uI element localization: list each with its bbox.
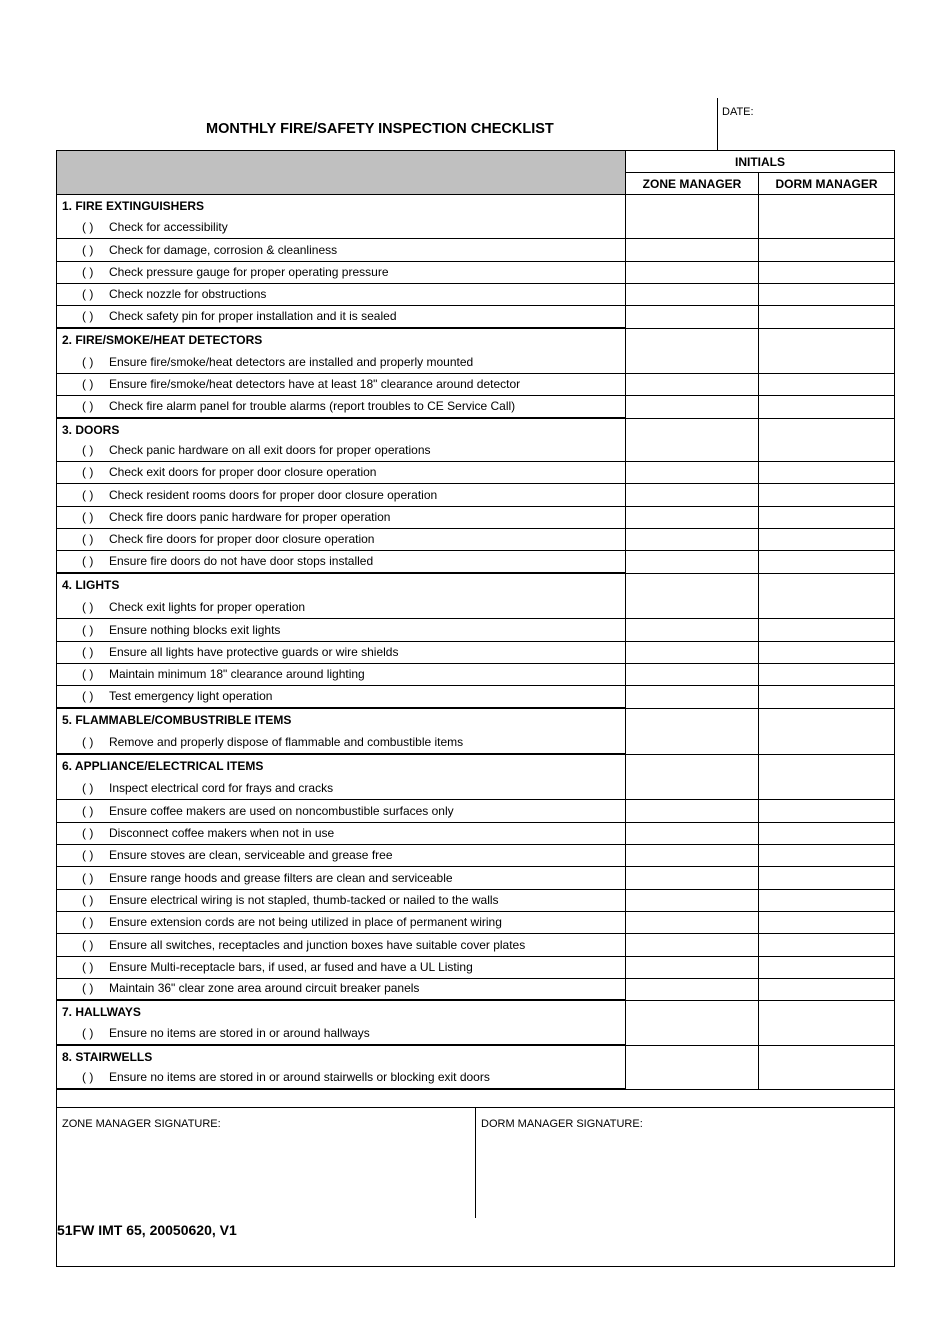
checklist-item-cell bbox=[57, 823, 626, 845]
checklist-item-cell bbox=[57, 529, 626, 551]
checklist-item-cell bbox=[57, 957, 626, 979]
section-heading-cell bbox=[57, 195, 626, 217]
checklist-item bbox=[82, 871, 453, 885]
checklist-item-row bbox=[57, 733, 894, 755]
checkbox[interactable]: ( ) bbox=[82, 532, 94, 547]
checklist-item-row bbox=[57, 440, 894, 462]
checklist-item-cell bbox=[57, 306, 626, 327]
checklist-item-row bbox=[57, 484, 894, 506]
dorm-manager-initials-cell[interactable] bbox=[758, 934, 894, 956]
dorm-manager-initials-cell[interactable] bbox=[758, 597, 894, 619]
dorm-manager-initials-cell[interactable] bbox=[758, 664, 894, 686]
zone-manager-initials-cell[interactable] bbox=[626, 551, 758, 572]
checklist-item-row bbox=[57, 934, 894, 956]
checklist-item-cell bbox=[57, 239, 626, 261]
checklist-item-text: Check for accessibility bbox=[109, 220, 228, 235]
zone-manager-initials-cell[interactable] bbox=[626, 957, 758, 979]
section-heading-row bbox=[57, 329, 894, 352]
checkbox[interactable]: ( ) bbox=[82, 355, 94, 370]
dorm-manager-initials-cell[interactable] bbox=[758, 709, 894, 733]
checklist-item bbox=[82, 848, 393, 862]
checklist-item-cell bbox=[57, 374, 626, 396]
checklist-item-text: Ensure stoves are clean, serviceable and grease free bbox=[109, 848, 393, 863]
dorm-manager-initials-cell[interactable] bbox=[758, 642, 894, 664]
checklist-rows bbox=[57, 195, 894, 1090]
checklist-item bbox=[82, 355, 473, 369]
checklist-item-text: Check nozzle for obstructions bbox=[109, 287, 267, 302]
checklist-item-row bbox=[57, 462, 894, 484]
checklist-item-text: Ensure no items are stored in or around hallways bbox=[109, 1025, 370, 1040]
checklist-item-text: Ensure fire doors do not have door stops installed bbox=[109, 553, 374, 568]
zone-manager-initials-cell[interactable] bbox=[626, 396, 758, 417]
checklist-item-row bbox=[57, 1023, 894, 1045]
checkbox[interactable]: ( ) bbox=[82, 220, 94, 235]
dorm-manager-initials-cell[interactable] bbox=[758, 686, 894, 707]
zone-manager-initials-cell[interactable] bbox=[626, 1046, 758, 1068]
dorm-manager-initials-cell[interactable] bbox=[758, 262, 894, 284]
checkbox[interactable]: ( ) bbox=[82, 398, 94, 413]
checkbox[interactable]: ( ) bbox=[82, 981, 94, 996]
checklist-item-text: Ensure all lights have protective guards or wire shields bbox=[109, 644, 399, 659]
checklist-item bbox=[82, 1026, 370, 1040]
checklist-item-cell bbox=[57, 686, 626, 707]
dorm-manager-initials-cell[interactable] bbox=[758, 800, 894, 822]
section-heading-cell bbox=[57, 1001, 626, 1023]
checkbox[interactable]: ( ) bbox=[82, 308, 94, 323]
zone-manager-initials-cell[interactable] bbox=[626, 329, 758, 352]
zone-manager-initials-cell[interactable] bbox=[626, 217, 758, 239]
signature-divider bbox=[475, 1108, 476, 1218]
zone-manager-initials-cell[interactable] bbox=[626, 462, 758, 484]
checklist-item bbox=[82, 287, 266, 301]
date-field[interactable] bbox=[717, 98, 896, 151]
checklist-item-cell bbox=[57, 845, 626, 867]
section-heading-row bbox=[57, 419, 894, 440]
zone-manager-initials-cell[interactable] bbox=[626, 867, 758, 889]
zone-manager-initials-cell[interactable] bbox=[626, 262, 758, 284]
zone-manager-column-header: ZONE MANAGER bbox=[626, 173, 758, 195]
zone-manager-initials-cell[interactable] bbox=[626, 440, 758, 462]
dorm-manager-initials-cell[interactable] bbox=[758, 890, 894, 912]
checklist-item-row bbox=[57, 890, 894, 912]
checklist-item-cell bbox=[57, 664, 626, 686]
zone-manager-initials-cell[interactable] bbox=[626, 374, 758, 396]
checklist-item bbox=[82, 220, 228, 234]
checklist-item-text: Ensure range hoods and grease filters are clean and serviceable bbox=[109, 870, 453, 885]
checklist-item bbox=[82, 488, 437, 502]
checkbox[interactable]: ( ) bbox=[82, 1025, 94, 1040]
checklist-item-row bbox=[57, 642, 894, 664]
dorm-manager-initials-cell[interactable] bbox=[758, 1023, 894, 1044]
checklist-item-cell bbox=[57, 462, 626, 484]
checkbox[interactable]: ( ) bbox=[82, 937, 94, 952]
zone-manager-initials-cell[interactable] bbox=[626, 823, 758, 845]
checklist-item-text: Ensure Multi-receptacle bars, if used, ar fused and have a UL Listing bbox=[109, 959, 473, 974]
checkbox[interactable]: ( ) bbox=[82, 825, 94, 840]
section-heading-row bbox=[57, 574, 894, 597]
checklist-item-row bbox=[57, 597, 894, 619]
dorm-manager-initials-cell[interactable] bbox=[758, 755, 894, 778]
checklist-item bbox=[82, 600, 305, 614]
checklist-item-text: Ensure no items are stored in or around stairwells or blocking exit doors bbox=[109, 1070, 490, 1084]
checklist-item-text: Ensure all switches, receptacles and junction boxes have suitable cover plates bbox=[109, 937, 526, 952]
form-title: MONTHLY FIRE/SAFETY INSPECTION CHECKLIST bbox=[206, 121, 554, 137]
checklist-item-row bbox=[57, 507, 894, 529]
checklist-item-cell bbox=[57, 484, 626, 506]
section-heading-cell bbox=[57, 574, 626, 597]
checklist-item bbox=[82, 1070, 490, 1084]
checklist-item bbox=[82, 960, 473, 974]
section-heading: 1. FIRE EXTINGUISHERS bbox=[62, 199, 205, 213]
dorm-manager-initials-cell[interactable] bbox=[758, 733, 894, 754]
checklist-item-cell bbox=[57, 217, 626, 239]
checklist-item-row bbox=[57, 867, 894, 889]
checklist-item bbox=[82, 667, 365, 681]
checklist-table bbox=[56, 150, 895, 1267]
zone-manager-initials-cell[interactable] bbox=[626, 733, 758, 754]
checkbox[interactable]: ( ) bbox=[82, 377, 94, 392]
checklist-item-row bbox=[57, 957, 894, 979]
checklist-item-cell bbox=[57, 934, 626, 956]
zone-manager-initials-cell[interactable] bbox=[626, 195, 758, 217]
zone-manager-initials-cell[interactable] bbox=[626, 284, 758, 306]
zone-manager-initials-cell[interactable] bbox=[626, 755, 758, 778]
checklist-item-row bbox=[57, 800, 894, 822]
section-heading: 5. FLAMMABLE/COMBUSTRIBLE ITEMS bbox=[62, 712, 292, 727]
dorm-manager-initials-cell[interactable] bbox=[758, 529, 894, 551]
zone-manager-initials-cell[interactable] bbox=[626, 484, 758, 506]
checklist-item-cell bbox=[57, 262, 626, 284]
checkbox[interactable]: ( ) bbox=[82, 870, 94, 885]
signature-area bbox=[57, 1107, 894, 1267]
zone-manager-initials-cell[interactable] bbox=[626, 778, 758, 800]
section-heading: 6. APPLIANCE/ELECTRICAL ITEMS bbox=[62, 758, 264, 773]
dorm-manager-initials-cell[interactable] bbox=[758, 484, 894, 506]
checklist-item-text: Ensure fire/smoke/heat detectors are installed and properly mounted bbox=[109, 355, 474, 370]
zone-manager-initials-cell[interactable] bbox=[626, 664, 758, 686]
zone-manager-initials-cell[interactable] bbox=[626, 709, 758, 733]
checkbox[interactable]: ( ) bbox=[82, 644, 94, 659]
checkbox[interactable]: ( ) bbox=[82, 1070, 94, 1084]
checklist-item-cell bbox=[57, 890, 626, 912]
dorm-manager-initials-cell[interactable] bbox=[758, 574, 894, 597]
checklist-item-text: Ensure nothing blocks exit lights bbox=[109, 622, 281, 637]
zone-manager-initials-cell[interactable] bbox=[626, 845, 758, 867]
checkbox[interactable]: ( ) bbox=[82, 242, 94, 257]
dorm-manager-initials-cell[interactable] bbox=[758, 1068, 894, 1089]
section-heading-cell bbox=[57, 1046, 626, 1068]
checklist-item bbox=[82, 938, 525, 952]
checklist-item-row bbox=[57, 845, 894, 867]
checkbox[interactable]: ( ) bbox=[82, 781, 94, 796]
checklist-item-row bbox=[57, 686, 894, 708]
section-heading-row bbox=[57, 1001, 894, 1023]
zone-manager-initials-cell[interactable] bbox=[626, 619, 758, 641]
checkbox[interactable]: ( ) bbox=[82, 734, 94, 749]
zone-manager-initials-cell[interactable] bbox=[626, 686, 758, 707]
checklist-item-text: Check pressure gauge for proper operating pressure bbox=[109, 265, 389, 280]
checklist-item-row bbox=[57, 912, 894, 934]
checkbox[interactable]: ( ) bbox=[82, 848, 94, 863]
dorm-manager-signature-label: DORM MANAGER SIGNATURE: bbox=[481, 1118, 643, 1130]
checklist-item-row bbox=[57, 979, 894, 1001]
section-heading-row bbox=[57, 1046, 894, 1068]
dorm-manager-initials-cell[interactable] bbox=[758, 419, 894, 440]
checklist-item-row bbox=[57, 239, 894, 261]
dorm-manager-initials-cell[interactable] bbox=[758, 1001, 894, 1023]
checklist-item-row bbox=[57, 284, 894, 306]
checklist-item-text: Check resident rooms doors for proper door closure operation bbox=[109, 487, 438, 502]
zone-manager-initials-cell[interactable] bbox=[626, 800, 758, 822]
checkbox[interactable]: ( ) bbox=[82, 688, 94, 703]
checklist-item-text: Check fire alarm panel for trouble alarms (report troubles to CE Service Call) bbox=[109, 398, 516, 413]
checkbox[interactable]: ( ) bbox=[82, 915, 94, 930]
section-heading-cell bbox=[57, 419, 626, 440]
dorm-manager-initials-cell[interactable] bbox=[758, 551, 894, 572]
section-heading-row bbox=[57, 755, 894, 778]
checklist-item-cell bbox=[57, 867, 626, 889]
checklist-item-cell bbox=[57, 979, 626, 1000]
checklist-item bbox=[82, 265, 389, 279]
date-label: DATE: bbox=[722, 106, 754, 118]
checklist-item bbox=[82, 510, 390, 524]
section-heading: 4. LIGHTS bbox=[62, 577, 120, 592]
zone-manager-initials-cell[interactable] bbox=[626, 1068, 758, 1089]
checkbox[interactable]: ( ) bbox=[82, 265, 94, 280]
dorm-manager-initials-cell[interactable] bbox=[758, 284, 894, 306]
checklist-item-row bbox=[57, 1068, 894, 1090]
checklist-item-cell bbox=[57, 619, 626, 641]
zone-manager-initials-cell[interactable] bbox=[626, 352, 758, 374]
checkbox[interactable]: ( ) bbox=[82, 892, 94, 907]
section-heading: 7. HALLWAYS bbox=[62, 1005, 141, 1020]
section-heading-cell bbox=[57, 329, 626, 352]
zone-manager-initials-cell[interactable] bbox=[626, 1001, 758, 1023]
checklist-item-text: Remove and properly dispose of flammable and combustible items bbox=[109, 734, 464, 749]
checklist-item-cell bbox=[57, 507, 626, 529]
section-heading: 2. FIRE/SMOKE/HEAT DETECTORS bbox=[62, 332, 263, 347]
dorm-manager-initials-cell[interactable] bbox=[758, 195, 894, 217]
dorm-manager-initials-cell[interactable] bbox=[758, 440, 894, 462]
dorm-manager-initials-cell[interactable] bbox=[758, 239, 894, 261]
checklist-item-row bbox=[57, 551, 894, 573]
checklist-item bbox=[82, 915, 502, 929]
checklist-item-row bbox=[57, 619, 894, 641]
checkbox[interactable]: ( ) bbox=[82, 622, 94, 637]
dorm-manager-initials-cell[interactable] bbox=[758, 352, 894, 374]
checklist-item-cell bbox=[57, 912, 626, 934]
zone-manager-initials-cell[interactable] bbox=[626, 529, 758, 551]
checkbox[interactable]: ( ) bbox=[82, 803, 94, 818]
checklist-item-text: Ensure coffee makers are used on noncombustible surfaces only bbox=[109, 803, 454, 818]
header-blank-cell bbox=[57, 151, 626, 195]
checklist-item bbox=[82, 645, 398, 659]
checklist-item bbox=[82, 781, 333, 795]
checklist-item-text: Check exit lights for proper operation bbox=[109, 600, 306, 615]
checklist-item bbox=[82, 377, 520, 391]
checklist-item bbox=[82, 554, 373, 568]
checklist-item-row bbox=[57, 217, 894, 239]
checklist-item bbox=[82, 443, 431, 457]
dorm-manager-initials-cell[interactable] bbox=[758, 867, 894, 889]
checklist-item bbox=[82, 981, 419, 995]
checklist-item bbox=[82, 893, 499, 907]
checklist-item-text: Check exit doors for proper door closure operation bbox=[109, 465, 377, 480]
checklist-item-row bbox=[57, 352, 894, 374]
checklist-item-cell bbox=[57, 551, 626, 572]
checklist-item-text: Check fire doors panic hardware for proper operation bbox=[109, 510, 391, 525]
checklist-item-row bbox=[57, 396, 894, 418]
dorm-manager-initials-cell[interactable] bbox=[758, 396, 894, 417]
dorm-manager-initials-cell[interactable] bbox=[758, 778, 894, 800]
checkbox[interactable]: ( ) bbox=[82, 553, 94, 568]
dorm-manager-initials-cell[interactable] bbox=[758, 823, 894, 845]
zone-manager-initials-cell[interactable] bbox=[626, 574, 758, 597]
checkbox[interactable]: ( ) bbox=[82, 443, 94, 458]
checklist-item-text: Check panic hardware on all exit doors for proper operations bbox=[109, 443, 431, 458]
zone-manager-signature-label: ZONE MANAGER SIGNATURE: bbox=[62, 1118, 221, 1130]
checklist-item bbox=[82, 532, 374, 546]
dorm-manager-initials-cell[interactable] bbox=[758, 957, 894, 979]
checklist-item-cell bbox=[57, 642, 626, 664]
checklist-item-cell bbox=[57, 597, 626, 619]
checklist-item-row bbox=[57, 306, 894, 328]
checklist-item-text: Ensure extension cords are not being utilized in place of permanent wiring bbox=[109, 915, 502, 930]
initials-header: INITIALS bbox=[626, 151, 894, 173]
dorm-manager-initials-cell[interactable] bbox=[758, 462, 894, 484]
dorm-manager-initials-cell[interactable] bbox=[758, 845, 894, 867]
checklist-item-text: Check safety pin for proper installation and it is sealed bbox=[109, 308, 397, 323]
checkbox[interactable]: ( ) bbox=[82, 667, 94, 682]
zone-manager-initials-cell[interactable] bbox=[626, 597, 758, 619]
checklist-item-text: Maintain minimum 18" clearance around lighting bbox=[109, 667, 365, 682]
checklist-item-text: Ensure fire/smoke/heat detectors have at least 18" clearance around detector bbox=[109, 377, 521, 392]
zone-manager-initials-cell[interactable] bbox=[626, 912, 758, 934]
dorm-manager-initials-cell[interactable] bbox=[758, 1046, 894, 1068]
checklist-item-text: Test emergency light operation bbox=[109, 688, 273, 703]
zone-manager-initials-cell[interactable] bbox=[626, 890, 758, 912]
checkbox[interactable]: ( ) bbox=[82, 510, 94, 525]
form-identifier: 51FW IMT 65, 20050620, V1 bbox=[57, 1222, 237, 1238]
section-heading-row bbox=[57, 709, 894, 733]
checklist-item-cell bbox=[57, 396, 626, 417]
checklist-item bbox=[82, 243, 337, 257]
checklist-item bbox=[82, 826, 334, 840]
checklist-item-cell bbox=[57, 1023, 626, 1044]
checklist-item-text: Check fire doors for proper door closure operation bbox=[109, 532, 375, 547]
dorm-manager-initials-cell[interactable] bbox=[758, 329, 894, 352]
checklist-item-cell bbox=[57, 284, 626, 306]
checklist-item-cell bbox=[57, 440, 626, 462]
checklist-item bbox=[82, 804, 454, 818]
zone-manager-initials-cell[interactable] bbox=[626, 642, 758, 664]
dorm-manager-initials-cell[interactable] bbox=[758, 306, 894, 327]
zone-manager-initials-cell[interactable] bbox=[626, 979, 758, 1000]
section-heading: 8. STAIRWELLS bbox=[62, 1049, 153, 1064]
checkbox[interactable]: ( ) bbox=[82, 600, 94, 615]
dorm-manager-column-header: DORM MANAGER bbox=[758, 173, 894, 195]
checklist-item-cell bbox=[57, 800, 626, 822]
checklist-item bbox=[82, 735, 463, 749]
dorm-manager-initials-cell[interactable] bbox=[758, 979, 894, 1000]
dorm-manager-initials-cell[interactable] bbox=[758, 619, 894, 641]
checklist-item-row bbox=[57, 823, 894, 845]
checklist-item-text: Maintain 36" clear zone area around circuit breaker panels bbox=[109, 981, 420, 996]
checklist-item-cell bbox=[57, 733, 626, 754]
checkbox[interactable]: ( ) bbox=[82, 465, 94, 480]
checklist-item-cell bbox=[57, 352, 626, 374]
checklist-item-cell bbox=[57, 778, 626, 800]
zone-manager-initials-cell[interactable] bbox=[626, 1023, 758, 1044]
checkbox[interactable]: ( ) bbox=[82, 959, 94, 974]
section-heading-cell bbox=[57, 709, 626, 733]
checklist-item bbox=[82, 689, 272, 703]
checklist-item-text: Inspect electrical cord for frays and cracks bbox=[109, 781, 334, 796]
zone-manager-initials-cell[interactable] bbox=[626, 934, 758, 956]
dorm-manager-initials-cell[interactable] bbox=[758, 507, 894, 529]
dorm-manager-initials-cell[interactable] bbox=[758, 374, 894, 396]
zone-manager-initials-cell[interactable] bbox=[626, 507, 758, 529]
section-heading-cell bbox=[57, 755, 626, 778]
dorm-manager-initials-cell[interactable] bbox=[758, 217, 894, 239]
checkbox[interactable]: ( ) bbox=[82, 287, 94, 302]
checklist-item-row bbox=[57, 374, 894, 396]
zone-manager-initials-cell[interactable] bbox=[626, 306, 758, 327]
checkbox[interactable]: ( ) bbox=[82, 487, 94, 502]
checklist-item bbox=[82, 623, 280, 637]
zone-manager-initials-cell[interactable] bbox=[626, 239, 758, 261]
dorm-manager-initials-cell[interactable] bbox=[758, 912, 894, 934]
checklist-item bbox=[82, 465, 376, 479]
checklist-item-text: Check for damage, corrosion & cleanliness bbox=[109, 242, 338, 257]
zone-manager-initials-cell[interactable] bbox=[626, 419, 758, 440]
checklist-item-row bbox=[57, 262, 894, 284]
section-heading-row bbox=[57, 195, 894, 217]
checklist-item bbox=[82, 309, 397, 323]
section-heading: 3. DOORS bbox=[62, 422, 120, 437]
checklist-item-text: Ensure electrical wiring is not stapled, thumb-tacked or nailed to the walls bbox=[109, 892, 499, 907]
checklist-item-text: Disconnect coffee makers when not in use bbox=[109, 825, 335, 840]
checklist-item-row bbox=[57, 778, 894, 800]
checklist-item bbox=[82, 399, 515, 413]
checklist-item-row bbox=[57, 529, 894, 551]
checklist-item-cell bbox=[57, 1068, 626, 1089]
checklist-item-row bbox=[57, 664, 894, 686]
